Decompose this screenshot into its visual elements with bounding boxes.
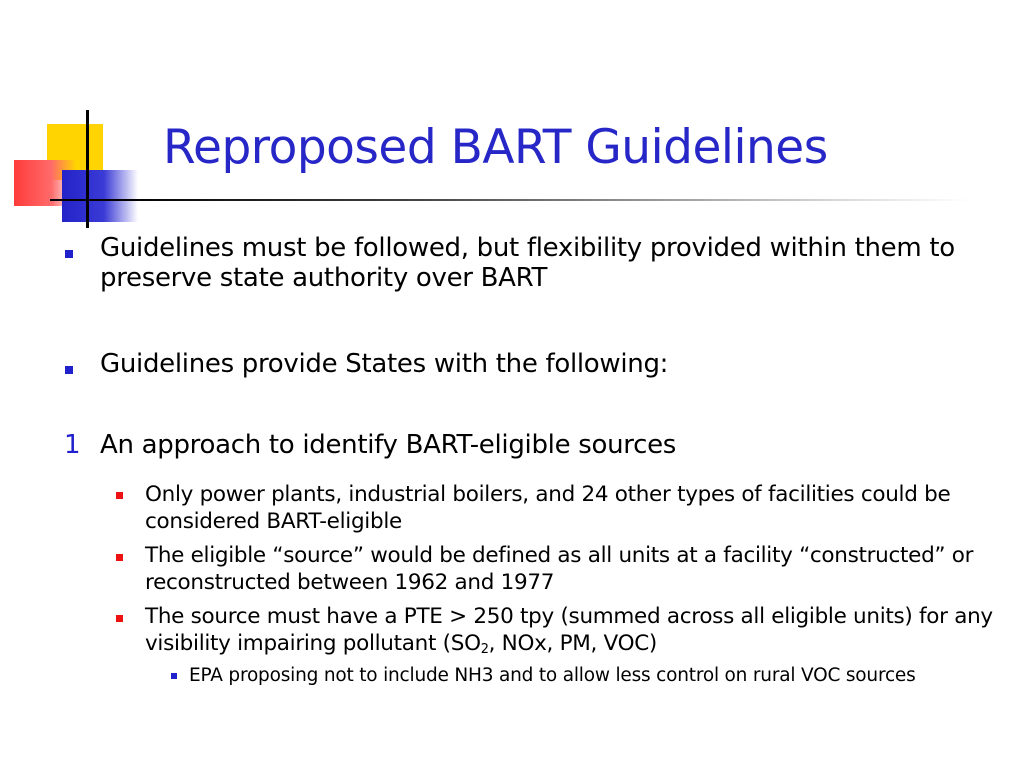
sub-bullet-item: Only power plants, industrial boilers, and 24 other types of facilities could be considered BART-eligible xyxy=(145,482,951,534)
sub-sub-bullet-item: EPA proposing not to include NH3 and to allow less control on rural VOC sources xyxy=(189,665,916,686)
slide-title: Reproposed BART Guidelines xyxy=(163,120,828,175)
logo-blue-square xyxy=(62,170,138,222)
list-number: 1 xyxy=(64,430,81,460)
sub-bullet-item: The eligible “source” would be defined as all units at a facility “constructed” or reconstructed between 1962 and 1977 xyxy=(145,543,974,595)
sub-bullet-square-icon xyxy=(116,554,123,561)
subscript-2: 2 xyxy=(480,642,489,657)
numbered-item: An approach to identify BART-eligible sources xyxy=(100,430,677,460)
sub-bullet-square-icon xyxy=(116,615,123,622)
bullet-square-icon xyxy=(65,250,73,258)
logo-vertical-line xyxy=(86,110,89,228)
bullet-item: Guidelines must be followed, but flexibility provided within them to preserve state authority over BART xyxy=(100,233,955,293)
bullet-item: Guidelines provide States with the following: xyxy=(100,349,669,379)
sub-bullet-square-icon xyxy=(116,492,123,499)
sub-bullet-text-before: The source must have a PTE > 250 tpy (summed across all eligible units) for any visibility impairing pollutant (SO xyxy=(145,604,993,656)
bullet-square-icon xyxy=(65,366,73,374)
sub-sub-bullet-square-icon xyxy=(171,673,177,679)
sub-bullet-item xyxy=(145,603,995,657)
title-underline xyxy=(50,199,970,201)
sub-bullet-text-after: , NOx, PM, VOC) xyxy=(488,631,658,656)
